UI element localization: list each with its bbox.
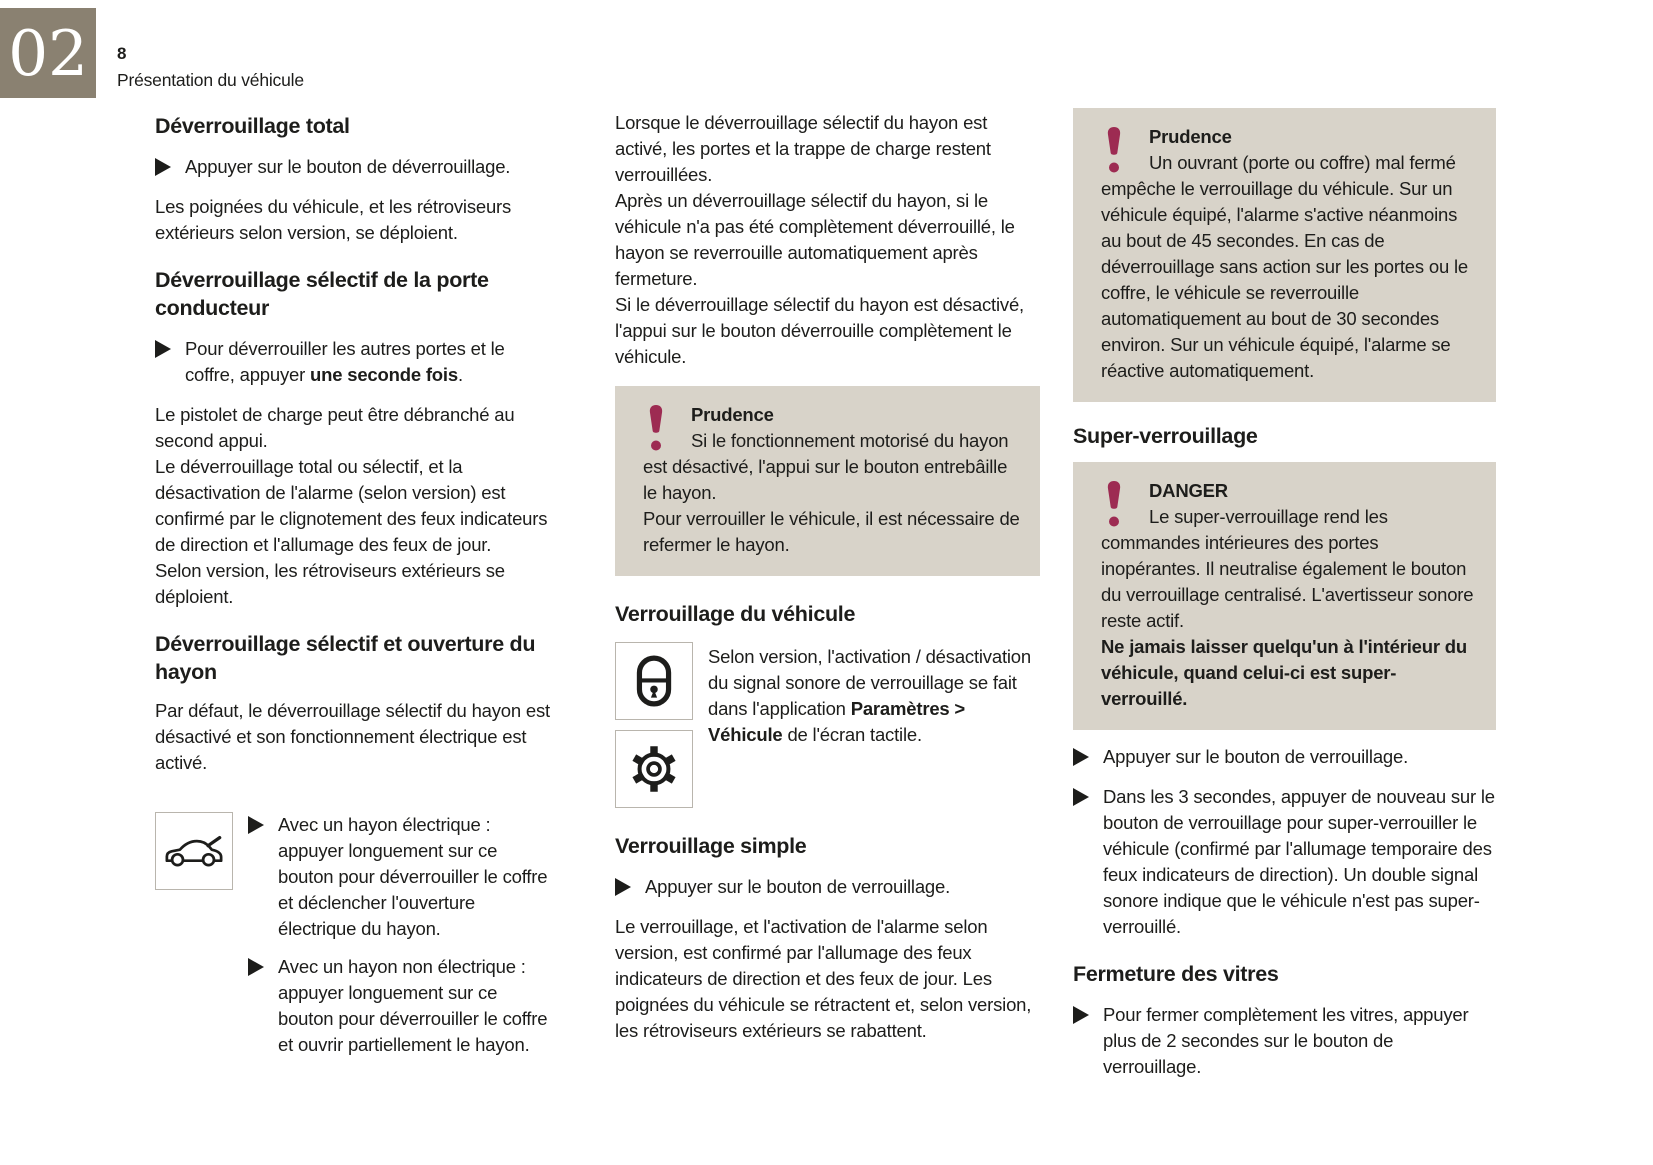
caution-text: Si le fonctionnement motorisé du hayon est désactivé, l'appui sur le bouton entrebâille le hayon. (643, 430, 1009, 503)
bullet-text-bold: une seconde fois (310, 364, 458, 385)
instruction-bullet (1073, 744, 1496, 770)
bullet-text-part: Pour déverrouiller les autres portes et le coffre, appuyer (185, 338, 505, 385)
bullet-arrow-icon (155, 336, 185, 358)
paragraph (155, 194, 557, 246)
bullet-arrow-icon (248, 954, 278, 976)
section-heading-verrouillage-vehicule: Verrouillage du véhicule (615, 602, 856, 626)
bullet-text: Dans les 3 secondes, appuyer de nouveau sur le bouton de verrouillage pour super-verrouiller le véhicule (confirmé par l'allumage temporaire des feux indicateurs de direction). Un double signal sonore indique que le véhicule n'est pas super-verrouillé. (1103, 786, 1495, 937)
caution-text: Un ouvrant (porte ou coffre) mal fermé empêche le verrouillage du véhicule. Sur un véhicule équipé, l'alarme s'active néanmoins au bout de 45 secondes. En cas de déverrouillage sans action sur les portes ou le coffre, le véhicule se reverrouille automatiquement au bout de 30 secondes environ. Sur un véhicule équipé, l'alarme se réactive automatiquement. (1101, 152, 1468, 381)
paragraph (155, 698, 557, 776)
column-left (155, 110, 557, 1070)
section-heading-deverrouillage-selectif-porte: Déverrouillage sélectif de la porte conducteur (155, 268, 489, 320)
paragraph-text: Lorsque le déverrouillage sélectif du hayon est activé, les portes et la trappe de charge restent verrouillées. (615, 112, 991, 185)
danger-title: DANGER (1149, 480, 1228, 501)
warning-exclamation-icon (643, 404, 669, 452)
section-heading-super-verrouillage: Super-verrouillage (1073, 424, 1258, 448)
instruction-bullet (155, 336, 557, 388)
danger-text-bold: Ne jamais laisser quelqu'un à l'intérieur du véhicule, quand celui-ci est super-verrouillé. (1101, 636, 1467, 709)
settings-text-part: de l'écran tactile. (782, 724, 922, 745)
bullet-arrow-icon (615, 874, 645, 896)
tailgate-bullets (248, 812, 557, 1070)
paragraph-text: Si le déverrouillage sélectif du hayon est désactivé, l'appui sur le bouton déverrouille complètement le véhicule. (615, 294, 1024, 367)
chapter-title: Présentation du véhicule (117, 70, 304, 90)
warning-exclamation-icon (1101, 480, 1127, 528)
bullet-arrow-icon (155, 154, 185, 176)
paragraph-text: Par défaut, le déverrouillage sélectif du hayon est désactivé et son fonctionnement électrique est activé. (155, 700, 550, 773)
lock-closed-icon (615, 642, 693, 720)
bullet-arrow-icon (1073, 1002, 1103, 1024)
bullet-text: Appuyer sur le bouton de verrouillage. (1103, 746, 1409, 767)
paragraph-group (615, 110, 1040, 370)
section-heading-fermeture-vitres: Fermeture des vitres (1073, 962, 1279, 986)
bullet-arrow-icon (1073, 744, 1103, 766)
paragraph-text: Le déverrouillage total ou sélectif, et la désactivation de l'alarme (selon version) est confirmé par le clignotement des feux indicateurs de direction et l'allumage des feux de jour. (155, 456, 548, 555)
lock-settings-row (615, 642, 1040, 808)
caution-title: Prudence (1149, 126, 1232, 147)
caution-text: Pour verrouiller le véhicule, il est nécessaire de refermer le hayon. (643, 508, 1020, 555)
instruction-bullet (1073, 1002, 1496, 1080)
danger-box (1073, 462, 1496, 730)
caution-title: Prudence (691, 404, 774, 425)
settings-menu-path: Paramètres > Véhicule (708, 698, 966, 745)
bullet-text-part: . (457, 364, 463, 385)
column-right (1073, 108, 1496, 1094)
bullet-text: Avec un hayon électrique : appuyer longuement sur ce bouton pour déverrouiller le coffre et déclencher l'ouverture électrique du hayon. (278, 814, 548, 939)
chapter-number-badge (0, 8, 96, 98)
tailgate-button-row (155, 812, 557, 1070)
page-header (117, 44, 304, 91)
paragraph (615, 914, 1040, 1044)
paragraph-text: Les poignées du véhicule, et les rétroviseurs extérieurs selon version, se déploient. (155, 196, 512, 243)
bullet-text (185, 336, 557, 388)
instruction-bullet (248, 954, 557, 1058)
section-heading-verrouillage-simple: Verrouillage simple (615, 834, 807, 858)
instruction-bullet (248, 812, 557, 942)
warning-exclamation-icon (1101, 126, 1127, 174)
instruction-bullet (1073, 784, 1496, 940)
icon-column (155, 812, 248, 890)
section-heading-deverrouillage-hayon: Déverrouillage sélectif et ouverture du hayon (155, 632, 536, 684)
bullet-text: Appuyer sur le bouton de déverrouillage. (185, 156, 511, 177)
settings-paragraph (708, 642, 1040, 748)
bullet-arrow-icon (248, 812, 278, 834)
paragraph-text: Après un déverrouillage sélectif du hayon, si le véhicule n'a pas été complètement déverrouillé, le hayon se reverrouille automatiquement après fermeture. (615, 190, 1015, 289)
settings-text-part: Selon version, l'activation / désactivation du signal sonore de verrouillage se fait dans l'application (708, 646, 1031, 719)
page-number: 8 (117, 44, 127, 63)
column-middle (615, 110, 1040, 1056)
paragraph-text: Le pistolet de charge peut être débranché au second appui. (155, 404, 515, 451)
icon-column (615, 642, 708, 808)
bullet-arrow-icon (1073, 784, 1103, 806)
bullet-text: Appuyer sur le bouton de verrouillage. (645, 876, 951, 897)
car-open-tailgate-icon (155, 812, 233, 890)
chapter-number: 02 (8, 16, 88, 90)
paragraph-text: Le verrouillage, et l'activation de l'alarme selon version, est confirmé par l'allumage des feux indicateurs de direction et des feux de jour. Les poignées du véhicule se rétractent et, selon version, les rétroviseurs extérieurs se rabattent. (615, 916, 1032, 1041)
caution-box (1073, 108, 1496, 402)
gear-icon (615, 730, 693, 808)
danger-text: Le super-verrouillage rend les commandes intérieures des portes inopérantes. Il neutralise également le bouton du verrouillage centralisé. L'avertisseur sonore reste actif. (1101, 506, 1474, 631)
instruction-bullet (615, 874, 1040, 900)
bullet-text: Pour fermer complètement les vitres, appuyer plus de 2 secondes sur le bouton de verrouillage. (1103, 1004, 1469, 1077)
caution-box (615, 386, 1040, 576)
paragraph-text: Selon version, les rétroviseurs extérieurs se déploient. (155, 560, 505, 607)
bullet-text: Avec un hayon non électrique : appuyer longuement sur ce bouton pour déverrouiller le coffre et ouvrir partiellement le hayon. (278, 956, 548, 1055)
instruction-bullet (155, 154, 557, 180)
section-heading-deverrouillage-total: Déverrouillage total (155, 114, 350, 138)
paragraph-group (155, 402, 557, 610)
